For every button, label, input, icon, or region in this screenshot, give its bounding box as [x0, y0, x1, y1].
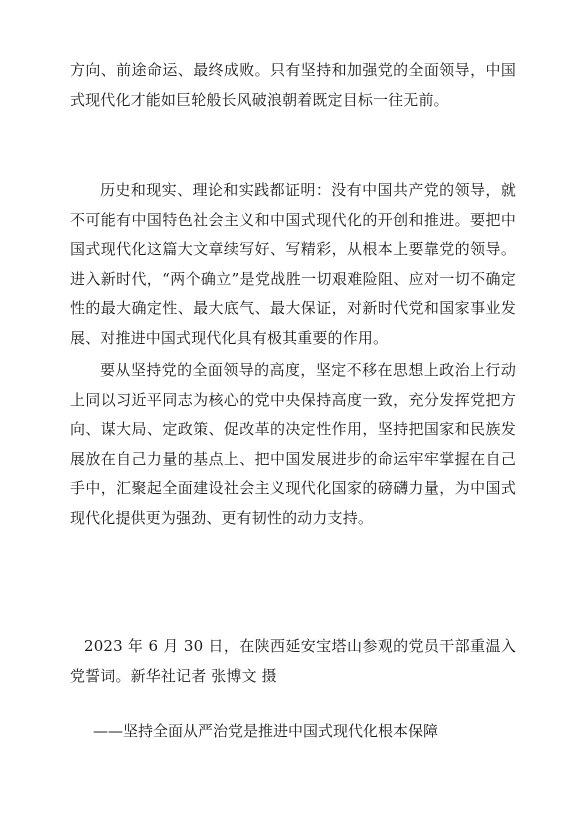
paragraph-2: 历史和现实、理论和实践都证明：没有中国共产党的领导，就不可能有中国特色社会主义和中国式现代化的开创和推进。要把中国式现代化这篇大文章续写好、写精彩，从根本上要靠党的领导。进入新时代，“两个确立”是党战胜一切艰难险阻、应对一切不确定性的最大确定性、最大底气、最大保证，对新时代党和国家事业发展、对推进中国式现代化具有极其重要的作用。 — [70, 181, 516, 347]
section-subtitle: ——坚持全面从严治党是推进中国式现代化根本保障 — [93, 722, 439, 740]
photo-caption: 2023 年 6 月 30 日，在陕西延安宝塔山参观的党员干部重温入党誓词。新华社记者 张博文 摄 — [70, 637, 516, 685]
paragraph-1: 方向、前途命运、最终成败。只有坚持和加强党的全面领导，中国式现代化才能如巨轮般长风破浪朝着既定目标一往无前。 — [70, 61, 516, 109]
paragraph-3: 要从坚持党的全面领导的高度，坚定不移在思想上政治上行动上同以习近平同志为核心的党中央保持高度一致，充分发挥党把方向、谋大局、定政策、促改革的决定性作用，坚持把国家和民族发展放在自己力量的基点上、把中国发展进步的命运牢牢掌握在自己手中，汇聚起全面建设社会主义现代化国家的磅礴力量，为中国式现代化提供更为强劲、更有韧性的动力支持。 — [70, 361, 516, 527]
